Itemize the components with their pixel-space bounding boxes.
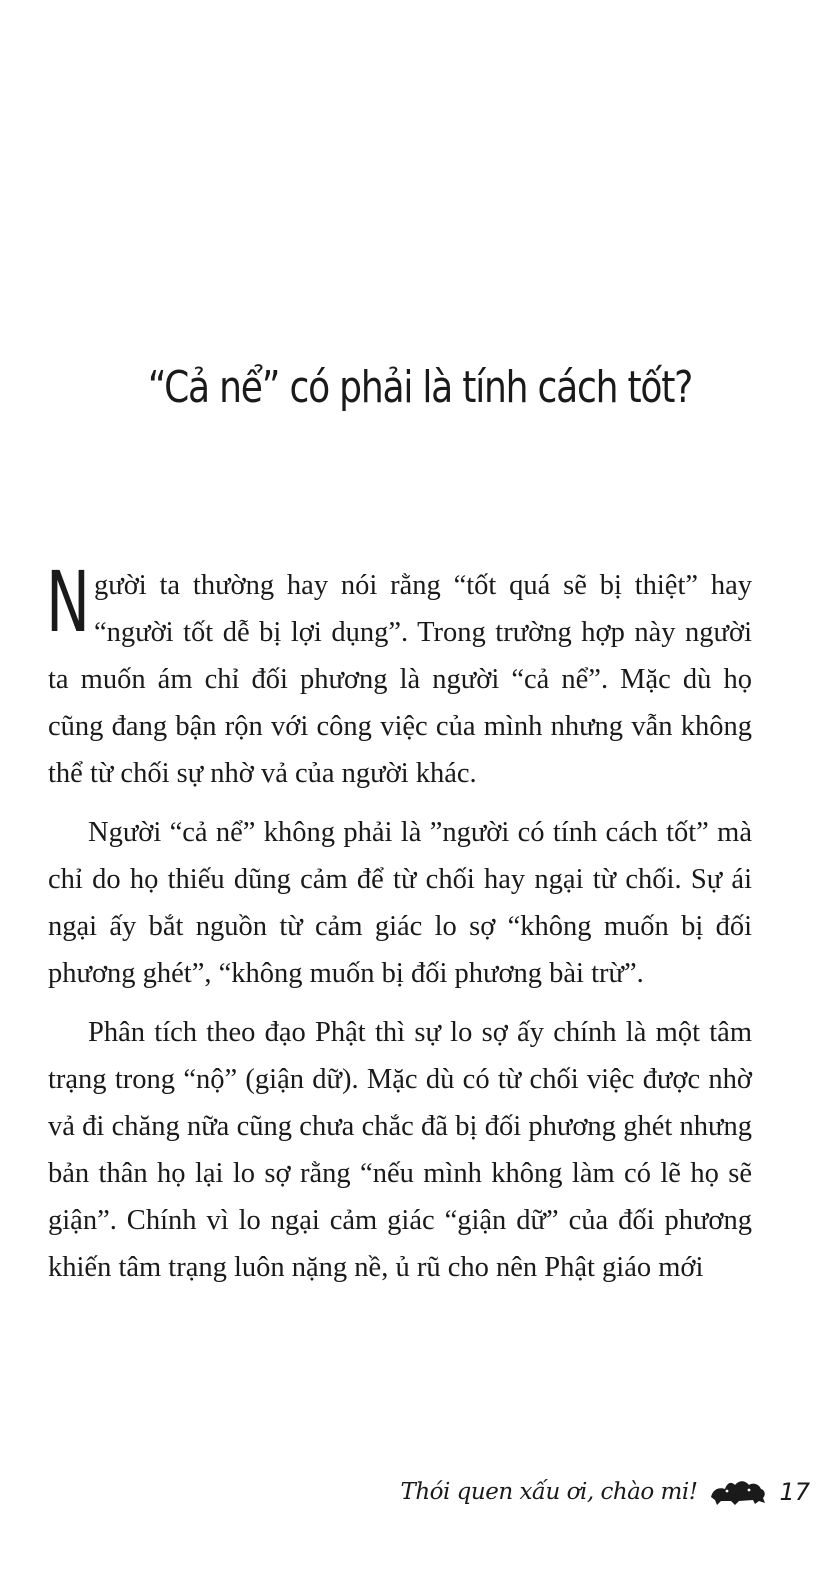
paragraph-1 [46,553,752,797]
drop-cap: N [46,553,90,651]
chapter-title: “Cả nể” có phải là tính cách tốt? [147,362,693,413]
page-footer [400,1472,810,1512]
cat-silhouette-icon [709,1477,767,1507]
page-number: 17 [779,1478,810,1506]
running-title: Thói quen xấu ơi, chào mi! [400,1479,698,1505]
paragraph-1-text: gười ta thường hay nói rằng “tốt quá sẽ bị thiệt” hay “người tốt dễ bị lợi dụng”. Trong trường hợp này người ta muốn ám chỉ đối phương là người “cả nể”. Mặc dù họ cũng đang bận rộn với công việc của mình nhưng vẫn không thể từ chối sự nhờ vả của người khác. [48,570,752,789]
paragraph-3: Phân tích theo đạo Phật thì sự lo sợ ấy chính là một tâm trạng trong “nộ” (giận dữ). Mặc dù có từ chối việc được nhờ vả đi chăng nữa cũng chưa chắc đã bị đối phương ghét nhưng bản thân họ lại lo sợ rằng “nếu mình không làm có lẽ họ sẽ giận”. Chính vì lo ngại cảm giác “giận dữ” của đối phương khiến tâm trạng luôn nặng nề, ủ rũ cho nên Phật giáo mới [48,1017,752,1283]
paragraph-2: Người “cả nể” không phải là ”người có tính cách tốt” mà chỉ do họ thiếu dũng cảm để từ chối hay ngại từ chối. Sự ái ngại ấy bắt nguồn từ cảm giác lo sợ “không muốn bị đối phương ghét”, “không muốn bị đối phương bài trừ”. [48,817,752,989]
body-text [46,553,752,1303]
